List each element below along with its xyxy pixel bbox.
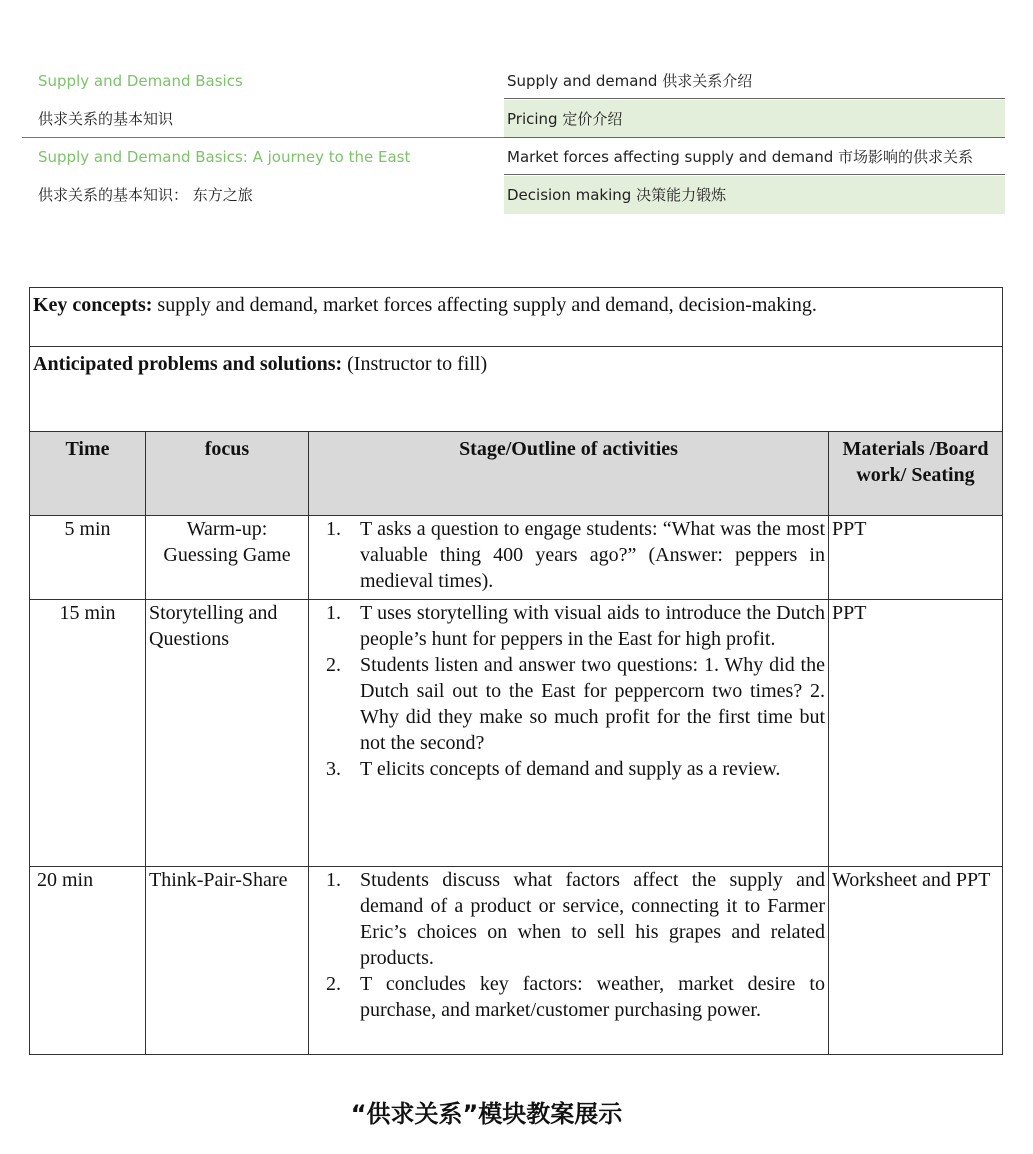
topic-index-grid [22,62,1005,214]
materials-cell: PPT [829,516,1003,600]
time-cell: 5 min [30,516,146,600]
activity-text: T elicits concepts of demand and supply as a review. [360,758,781,780]
activity-item [326,756,825,782]
focus-cell: Think-Pair-Share [146,867,309,1055]
key-concepts-label: Key concepts: [33,294,153,316]
activities-cell [309,600,829,867]
item-number: 2. [326,973,341,995]
activity-list [312,867,825,1023]
item-number: 1. [326,518,341,540]
activity-item [326,971,825,1023]
key-concepts-cell [30,288,1003,347]
focus-cell: Warm-up: Guessing Game [146,516,309,600]
activity-text: T uses storytelling with visual aids to introduce the Dutch people’s hunt for peppers in the East for high profit. [360,602,825,650]
topic-item: Market forces affecting supply and demand 市场影响的供求关系 [507,148,974,166]
activity-list [312,516,825,594]
key-concepts-text: supply and demand, market forces affecting supply and demand, decision-making. [152,294,817,316]
item-number: 1. [326,869,341,891]
chinese-module-title: 供求关系的基本知识 [38,110,174,128]
activity-text: Students listen and answer two questions: 1. Why did the Dutch sail out to the East for peppercorn two times? 2. Why did they make so much profit for the first time but not the second? [360,654,825,754]
activity-text: T asks a question to engage students: “What was the most valuable thing 400 years ago?” (Answer: peppers in medieval times). [360,518,825,592]
topic-row [22,100,1005,138]
activities-cell [309,516,829,600]
time-cell: 15 min [30,600,146,867]
activity-list [312,600,825,782]
row-divider [504,98,1005,99]
header-time: Time [30,432,146,516]
english-module-title: Supply and Demand Basics [38,72,243,90]
activity-item [326,652,825,756]
header-materials: Materials /Board work/ Seating [829,432,1003,516]
item-number: 1. [326,602,341,624]
topic-item: Decision making 决策能力锻炼 [504,176,1005,214]
materials-cell: PPT [829,600,1003,867]
english-module-title: Supply and Demand Basics: A journey to the East [38,148,411,166]
topic-item: Pricing 定价介绍 [504,100,1005,138]
topic-row [22,176,1005,214]
item-number: 3. [326,758,341,780]
header-focus: focus [146,432,309,516]
activities-cell [309,867,829,1055]
anticipated-problems-row [30,347,1003,432]
anticipated-problems-cell [30,347,1003,432]
topic-item: Supply and demand 供求关系介绍 [507,72,753,90]
header-row [30,432,1003,516]
activity-text: T concludes key factors: weather, market desire to purchase, and market/customer purchasing power. [360,973,825,1021]
row-divider [504,174,1005,175]
focus-cell: Storytelling and Questions [146,600,309,867]
figure-caption: “供求关系”模块教案展示 [350,1100,623,1128]
key-concepts-row [30,288,1003,347]
chinese-module-title: 供求关系的基本知识： 东方之旅 [38,186,253,204]
topic-row [22,62,1005,100]
activity-row [30,600,1003,867]
activity-text: Students discuss what factors affect the supply and demand of a product or service, connecting it to Farmer Eric’s choices on when to sell his grapes and related products. [360,869,825,969]
activity-row [30,867,1003,1055]
materials-cell: Worksheet and PPT [829,867,1003,1055]
anticipated-text: (Instructor to fill) [342,353,488,375]
activity-item [326,600,825,652]
activity-row [30,516,1003,600]
activity-item [326,867,825,971]
header-activities: Stage/Outline of activities [309,432,829,516]
time-cell: 20 min [30,867,146,1055]
lesson-plan-table [29,287,1003,1055]
activity-item [326,516,825,594]
topic-row [22,138,1005,176]
anticipated-label: Anticipated problems and solutions: [33,353,343,375]
item-number: 2. [326,654,341,676]
